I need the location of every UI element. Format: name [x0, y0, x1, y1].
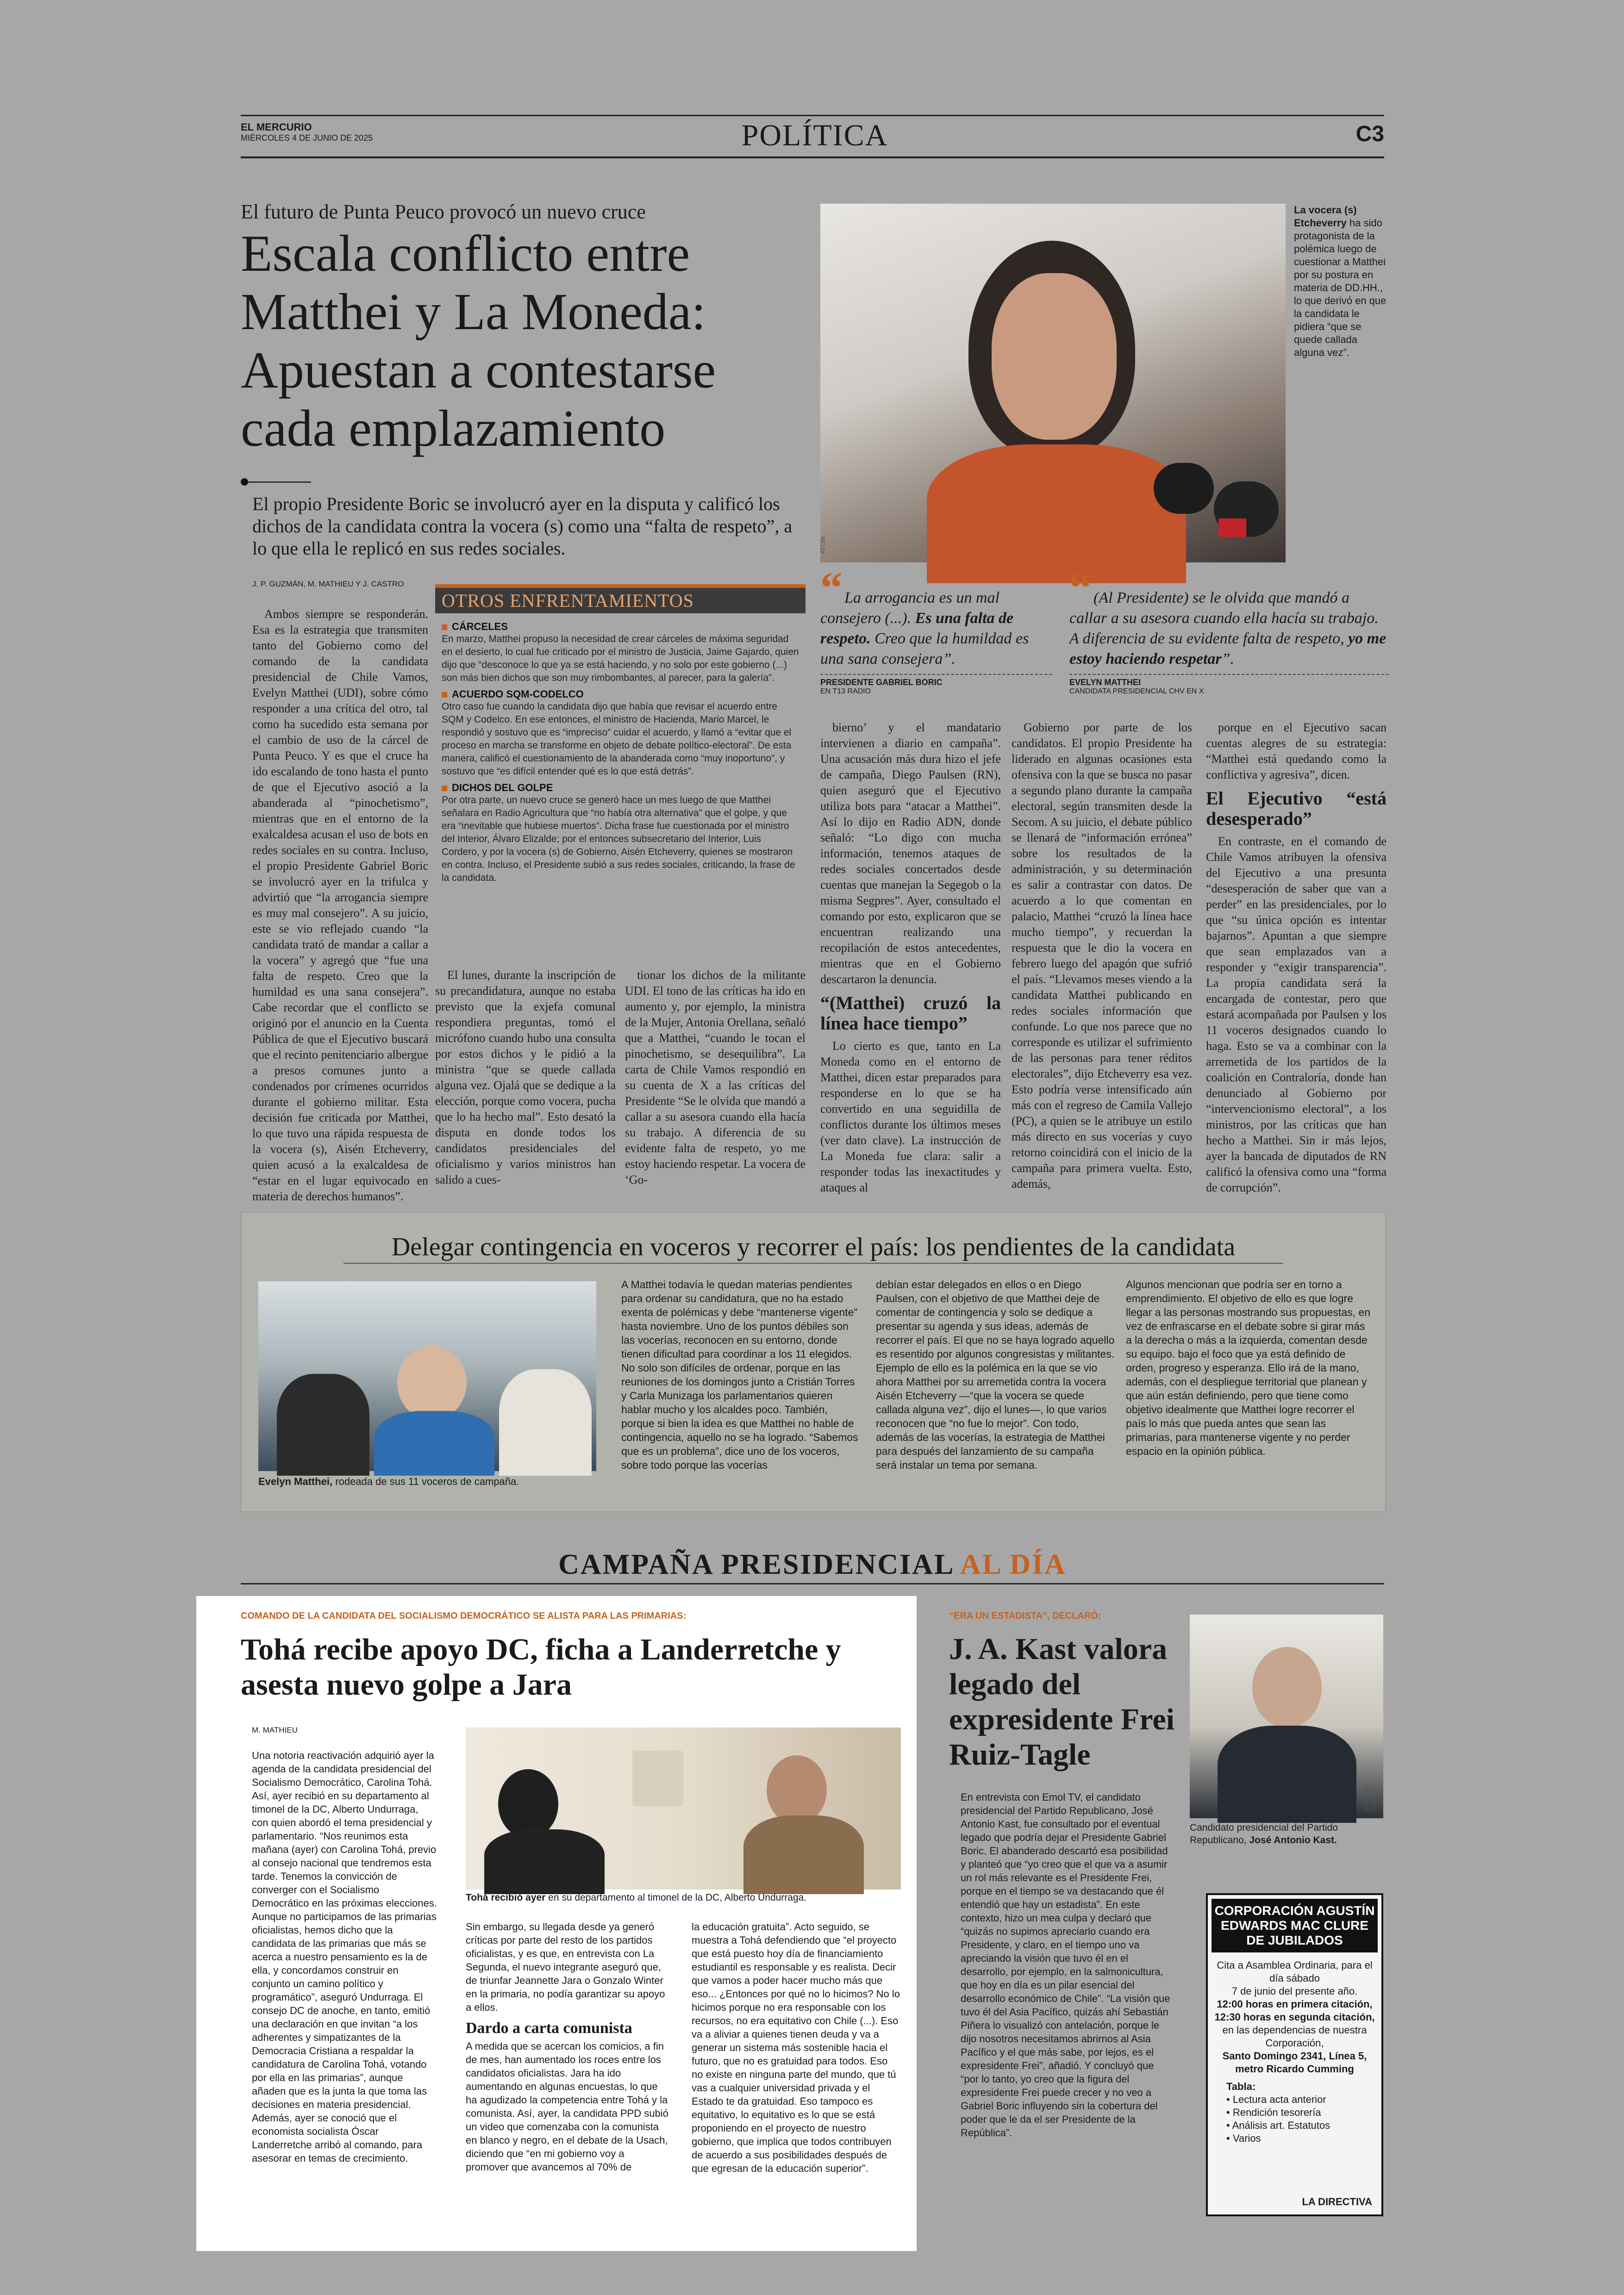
quote-author: EVELYN MATTHEI: [1069, 678, 1141, 687]
ad-agenda-item: • Análisis art. Estatutos: [1226, 2120, 1330, 2131]
ad-line: Santo Domingo 2341, Línea 5, metro Ricardo Cumming: [1222, 2050, 1367, 2075]
article-col-1: [252, 606, 428, 1206]
ad-agenda-item: • Lectura acta anterior: [1226, 2094, 1326, 2105]
person-shape: [484, 1829, 605, 1894]
toha-kicker: COMANDO DE LA CANDIDATA DEL SOCIALISMO DEMOCRÁTICO SE ALISTA PARA LAS PRIMARIAS:: [241, 1611, 687, 1621]
pending-caption: [258, 1476, 519, 1488]
article-text: Lo cierto es que, tanto en La Moneda como en el entorno de Matthei, dicen estar preparados para responderse en lo que se ha convertido en una seguidilla de conflictos durante los últimos meses (ver dato clave). La instrucción de La Moneda fue clara: salir a responder todas las inexactitudes y ataques al: [820, 1039, 1001, 1194]
article-col-6: [1206, 720, 1387, 1197]
quote-mark-icon: “: [1069, 563, 1092, 612]
campaign-title: [241, 1548, 1384, 1581]
toha-headline: Tohá recibe apoyo DC, ficha a Landerretche y asesta nuevo golpe a Jara: [241, 1633, 841, 1702]
ad-line: 7 de junio del presente año.: [1231, 1985, 1358, 1997]
matthei-group-photo: [258, 1281, 596, 1471]
toha-text: Sin embargo, su llegada desde ya generó críticas por parte del resto de los partidos oficialistas, y es que, en entrevista con La Segunda, el nuevo integrante aseguró que, de triunfar Jeannette Jara o Gonzalo Winter en la primaria, no podía garantizar su apoyo a ellos.: [466, 1921, 665, 2013]
quote-text-post: Creo que la humildad es una sana consejera”.: [820, 630, 1029, 667]
photo-credit: ATON: [818, 536, 826, 554]
campaign-rule: [241, 1583, 1384, 1584]
microphone-icon: [1154, 463, 1214, 514]
article-text: El lunes, durante la inscripción de su precandidatura, aunque no estaba previsto que la exjefa comunal respondiera preguntas, tomó el micrófono cuando hubo una consulta por estos dichos y le pidió a la ministra “que se quede callada alguna vez. Ojalá que se dedique a la elección, porque como vocera, pucha que lo ha hecho mal”. Esto desató la disputa en donde todos los candidatos presidenciales del oficialismo y varios ministros han salido a cues-: [435, 968, 616, 1186]
quote-attribution: [1069, 674, 1389, 696]
kast-photo: [1190, 1615, 1383, 1818]
article-deck: El propio Presidente Boric se involucró ayer en la disputa y calificó los dichos de la candidata contra la vocera (s) como una “falta de respeto”, a lo que ella le replicó en sus redes sociales.: [252, 493, 793, 559]
toha-text: A medida que se acercan los comicios, a fin de mes, han aumentado los roces entre los candidatos oficialistas. Jara ha ido aumentando en algunas encuestas, lo que ha agudizado la competencia entre Tohá y la comunista. Así, ayer, la candidata PPD subió un video que comenzaba con la comunista en blanco y negro, en el debate de la Usach, diciendo que “en mi gobierno voy a promover que avancemos al 70% de: [466, 2040, 668, 2173]
deck-dot: [241, 478, 248, 486]
pending-col-2: debían estar delegados en ellos o en Diego Paulsen, con el objetivo de que Matthei deje de comentar de contingencia y solo se dedique a presentar su agenda y sus ideas, además de recorrer el país. El que no se haya logrado aquello es resentido por algunos congresistas y militantes. Ejemplo de ello es la polémica en la que se vio ahora Matthei por su arremetida contra la vocera Aisén Etcheverry —“que la vocera se quede callada alguna vez”, dijo el lunes—, lo que varios reconocen que “no fue lo mejor”. Con todo, además de las vocerías, la estrategia de Matthei para después del lanzamiento de su campaña será instalar un tema por semana.: [876, 1278, 1115, 1471]
kast-photo-credit: CLAUDIO CORTÉS: [1363, 1784, 1377, 1811]
kast-caption-text: Candidato presidencial del Partido Republicano,: [1190, 1822, 1338, 1846]
quote-author: PRESIDENTE GABRIEL BORIC: [820, 678, 943, 687]
ad-agenda-item-text: Lectura acta anterior: [1232, 2094, 1326, 2105]
sidebar-box: [435, 584, 806, 945]
face-shape: [992, 273, 1117, 440]
ad-body: [1208, 1956, 1381, 2078]
toha-undurraga-photo: [466, 1727, 901, 1890]
toha-caption-bold: Tohá recibió ayer: [466, 1892, 546, 1903]
quote-mark-icon: “: [820, 563, 843, 612]
photo-caption-text: ha sido protagonista de la polémica luego de cuestionar a Matthei por su postura en materia de DD.HH., lo que derivó en que la candidata le pidiera “que se quede callada alguna vez”.: [1294, 217, 1387, 358]
ad-agenda-title: Tabla:: [1226, 2081, 1256, 2092]
article-col-3: [625, 967, 806, 1190]
box-item-body: En marzo, Matthei propuso la necesidad de crear cárceles de máxima seguridad en el desierto, lo cual fue criticado por el ministro de Justicia, Jaime Gajardo, quien dijo que “desconoce lo que ya se está haciendo, y no solo por este gobierno (...) son más bien dichos que son muy rimbombantes, al parecer, para la galería”.: [442, 634, 799, 683]
person-shape: [767, 1755, 827, 1825]
article-kicker: El futuro de Punta Peuco provocó un nuevo cruce: [241, 200, 646, 223]
ad-agenda-item-text: Análisis art. Estatutos: [1232, 2120, 1330, 2131]
deck-rule: [242, 481, 311, 483]
ad-agenda-item: • Rendición tesorería: [1226, 2107, 1321, 2118]
toha-col-1: Una notoria reactivación adquirió ayer la agenda de la candidata presidencial del Socialismo Democrático, Carolina Tohá. Así, ayer recibió en su departamento al timonel de la DC, Alberto Undurraga, con quien abordó el tema presidencial y parlamentario. “Nos reunimos esta mañana (ayer) con Carolina Tohá, previo al consejo nacional que tendremos esta tarde. Tenemos la convicción de converger con el Socialismo Democrático en las próximas elecciones. Aunque no participamos de las primarias oficialistas, hemos dicho que la candidata de las primarias que más se acerca a nuestro pensamiento es la de ella, y concordamos construir en conjunto un camino político y programático”, aseguró Undurraga. El consejo DC de anoche, en tanto, emitió una declaración en que invitan “a los adherentes y simpatizantes de la Democracia Cristiana a respaldar la candidatura de Carolina Tohá, votando por ella en las primarias”, aunque añaden que es la junta la que toma las decisiones en materia presidencial. Además, ayer se conoció que el economista socialista Óscar Landerretche arribó al comando, para asesorar en temas de crecimiento.: [252, 1750, 437, 2164]
person-shape: [277, 1374, 369, 1476]
ad-agenda: [1208, 2078, 1381, 2147]
header-top-rule: [241, 115, 1384, 116]
person-shape: [498, 1769, 558, 1839]
quote-matthei: [1069, 563, 1389, 696]
photo-caption-title: La vocera (s) Etcheverry: [1294, 204, 1357, 229]
article-col-5: [1012, 720, 1192, 1194]
pending-box: [241, 1212, 1386, 1512]
box-item-title: ACUERDO SQM-CODELCO: [442, 688, 799, 700]
vocera-photo: [820, 204, 1286, 562]
subheading: El Ejecutivo “está desesperado”: [1206, 788, 1387, 829]
article-text: Ambos siempre se responderán. Esa es la estrategia que transmiten tanto del Gobierno como del comando de la candidata presidencial de Chile Vamos, Evelyn Matthei (UDI), sobre cómo responder a una crítica del otro, tal como ha sucedido esta semana por el cambio de uso de la cárcel de Punta Peuco. Y es que el cruce ha ido escalando de tono hasta el punto de que el Ejecutivo asoció a la abanderada al “pinochetismo”, mientras que en el entorno de la exalcaldesa acusan el uso de bots en redes sociales en su contra. Incluso, el propio Presidente Gabriel Boric se involucró ayer en la trifulca y advirtió que “la arrogancia siempre es muy mal consejero”. A su juicio, este se vio reflejado cuando “la candidata trató de mandar a callar a la vocera” y agregó que “fue una falta de respeto. Creo que la humildad es una sana consejera”. Cabe recordar que el conflicto se originó por el anuncio en la Cuenta Pública de que el Ejecutivo buscará que el recinto penitenciario albergue a presos comunes junto a condenados por crímenes ocurridos durante el gobierno militar. Esta decisión fue criticada por Matthei, lo que tuvo una rápida respuesta de la vocera (s), Aisén Etcheverry, quien acusó a la exalcaldesa de “estar en el lugar equivocado en materia de derechos humanos”.: [252, 607, 428, 1203]
kast-caption-bold: José Antonio Kast.: [1249, 1835, 1337, 1846]
ad-line: Cita a Asamblea Ordinaria, para el día sábado: [1217, 1959, 1373, 1984]
quote-text-post: ”.: [1221, 650, 1235, 667]
jacket-shape: [374, 1411, 494, 1476]
lamp-shape: [632, 1751, 683, 1806]
pending-col-1: A Matthei todavía le quedan materias pendientes para ordenar su candidatura, que no ha estado exenta de polémicas y debe “mantenerse vigente” hasta noviembre. Uno de los puntos débiles son las vocerías, reconocen en su entorno, donde tienen dificultad para coordinar a los 11 elegidos. No solo son difíciles de ordenar, porque en las reuniones de los domingos junto a Cristián Torres y Carla Munizaga los parlamentarios quieren hablar mucho y los alcaldes poco. También, porque si bien la idea es que Matthei no hable de contingencia, aquello no se ha logrado. “Sabemos que es un problema”, dice uno de los voceros, sobre todo porque las vocerías: [621, 1278, 858, 1471]
toha-byline: M. MATHIEU: [252, 1726, 298, 1734]
article-headline: Escala conflicto entre Matthei y La Moneda: Apuestan a contestarse cada emplazamiento: [241, 225, 716, 457]
toha-photo-caption: [466, 1892, 806, 1903]
corporacion-ad: [1206, 1893, 1383, 2216]
quote-boric: [820, 563, 1052, 696]
pending-caption-text: rodeada de sus 11 voceros de campaña.: [332, 1476, 519, 1487]
box-title: OTROS ENFRENTAMIENTOS: [435, 588, 806, 613]
paper-name: EL MERCURIO: [241, 121, 312, 133]
box-accent-bar: [435, 584, 806, 588]
kast-kicker: “ERA UN ESTADISTA”, DECLARÓ:: [949, 1611, 1101, 1621]
section-title: POLÍTICA: [741, 118, 888, 152]
ad-line: en las dependencias de nuestra Corporación,: [1222, 2024, 1367, 2049]
article-text: porque en el Ejecutivo sacan cuentas alegres de su estrategia: “Matthei está quedando como la conflictiva y agresiva”, dicen.: [1206, 721, 1387, 781]
ad-line: 12:30 horas en segunda citación,: [1214, 2011, 1375, 2023]
toha-subheading: Dardo a carta comunista: [466, 2020, 632, 2037]
kast-caption: [1190, 1821, 1383, 1846]
quote-text-bold: yo me estoy haciendo respetar: [1069, 630, 1387, 667]
pending-caption-name: Evelyn Matthei,: [258, 1476, 333, 1487]
article-text: bierno’ y el mandatario intervienen a diario en campaña”. Una acusación más dura hizo el jefe de campaña, Diego Paulsen (RN), quien aseguró que el Ejecutivo utiliza bots para “atacar a Matthei”. Así lo dijo en Radio ADN, donde señaló: “Lo digo con mucha información, tenemos ataques de redes sociales concertados desde cuentas que manejan la Segegob o la misma Segpres”. Ayer, consultado el comando por esto, explicaron que se encuentran realizando una recopilación de estos antecedentes, mientras que en el Gobierno descartaron la denuncia.: [820, 721, 1001, 986]
ad-agenda-item: • Varios: [1226, 2133, 1261, 2144]
quote-text-bold: Es una falta de respeto.: [820, 610, 1014, 647]
pending-title: Delegar contingencia en voceros y recorrer el país: los pendientes de la candidata: [391, 1233, 1236, 1261]
quote-text: [1069, 589, 1386, 667]
article-col-2: [435, 967, 616, 1190]
article-text: Gobierno por parte de los candidatos. El propio Presidente ha liderado en algunas ocasiones esta ofensiva con la que se busca no pasar a segundo plano durante la campaña electoral, según transmiten desde la Secom. A su juicio, el debate público se llenará de “información errónea” sobre los resultados de la administración, y su determinación es salir a contrastar con datos. De acuerdo a lo que comentan en palacio, Matthei “cruzó la línea hace mucho tiempo”, y recuerdan la respuesta que le dio la vocera en febrero luego del apagón que sufrió el país. “Llevamos meses viendo a la candidata Matthei publicando en redes sociales información que confunde. Lo que nos parece que no corresponde es utilizar el sufrimiento de las personas para tener réditos electorales”, dijo Etcheverry esa vez. Esto podría verse intensificado aún más con el regreso de Camila Vallejo (PC), a quien se le atribuye un estilo más directo en sus vocerías y cuyo retorno coincidirá con el inicio de la campaña para primera vuelta. Esto, además,: [1012, 721, 1192, 1191]
box-items: [435, 613, 806, 888]
campaign-title-b: AL DÍA: [960, 1549, 1067, 1580]
ad-title: CORPORACIÓN AGUSTÍN EDWARDS MAC CLURE DE JUBILADOS: [1212, 1899, 1378, 1952]
scarf-shape: [927, 444, 1186, 583]
toha-article: [196, 1596, 917, 2251]
pending-col-3: Algunos mencionan que podría ser en torno a emprendimiento. El objetivo de ello es que logre llegar a las personas mostrando sus propuestas, en vez de enfrascarse en el debate sobre si girar más a la derecha o más a la izquierda, comentan desde su equipo. bajo el foco que ya está definido de orden, progreso y esperanza. Ello irá de la mano, además, con el despliegue territorial que planean y que aún están definiendo, pero que tiene como objetivo idealmente que Matthei logre recorrer el país lo más que pueda antes que sean las primarias, para mantenerse vigente y no perder espacio en la opinión pública.: [1126, 1278, 1371, 1457]
ad-agenda-item-text: Rendición tesorería: [1232, 2107, 1321, 2118]
kast-body: En entrevista con Emol TV, el candidato presidencial del Partido Republicano, José Antonio Kast, fue consultado por el eventual legado que podría dejar el Presidente Gabriel Boric. El abanderado descartó esa posibilidad y planteó que “yo creo que el que va a asumir un rol más relevante es el Presidente Frei, porque en el tiempo se va destacando que él entendió que hay un estadista”. En este contexto, hizo un mea culpa y declaró que “quizás no supimos apreciarlo cuando era Presidente, y claro, en el tiempo uno va apreciando la visión que tuvo él en el desarrollo, por ejemplo, en la salmonicultura, que hoy en día es un pilar esencial del desarrollo económico de Chile”. “La visión que tuvo él del Asia Pacífico, quizás ahí Sebastián Piñera lo visualizó con antelación, porque le dijo nosotros necesitamos abrirnos al Asia Pacífico y el que más sabe, por lejos, es el expresidente Frei”, añadió. Y concluyó que “por lo tanto, yo creo que la figura del expresidente Frei puede crecer y no veo a Gabriel Boric influyendo sin la cobertura del poder que le da el ser Presidente de la República”.: [961, 1791, 1170, 2139]
quote-text-pre: (Al Presidente) se le olvida que mandó a callar a su asesora cuando ella hacía su trabajo. A diferencia de su evidente falta de respeto,: [1069, 589, 1379, 647]
toha-col-3: la educación gratuita”. Acto seguido, se muestra a Tohá defendiendo que “el proyecto que está puesto hoy día de financiamiento estudiantil es responsable y es realista. Decir que vamos a poder hacer mucho más que eso... ¿Entonces por qué no lo hicimos? No lo hicimos porque no era responsable con los recursos, no era equitativo con Chile (...). Eso va a aliviar a quienes tienen deuda y va a generar un sistema más sostenible hacia el futuro, que no es gratuidad para todos. Eso no existe en ninguna parte del mundo, que tú vas a cualquier universidad privada y el Estado te da gratuidad. Eso tampoco es equitativo, lo equitativo es lo que se está proponiendo en el proyecto de nuestro gobierno, que implica que todos contribuyen de acuerdo a sus posibilidades después de que egresan de la educación superior”.: [692, 1921, 900, 2174]
article-col-4: [820, 720, 1001, 1197]
quote-text-pre: La arrogancia es un mal consejero (...).: [820, 589, 999, 627]
article-text: En contraste, en el comando de Chile Vamos atribuyen la ofensiva del Ejecutivo a una presunta “desesperación de saber que van a perder” en las presidenciales, por lo que “su única opción es intentar bajarnos”. Apuntan a que siempre que sean emplazados van a responder y “exigir transparencia”. La propia candidata será la encargada de contestar, pero que estará acompañada por Paulsen y los 11 voceros designados cuando lo haga. Esto se va a combinar con la arremetida de los partidos de la coalición en Contraloría, donde han denunciado al Gobierno por “intervencionismo electoral”, a los ministros, por las críticas que han hecho a Matthei. Sin ir más lejos, ayer la bancada de diputados de RN calificó la ofensiva como una “forma de corrupción”.: [1206, 835, 1387, 1194]
issue-date: MIÉRCOLES 4 DE JUNIO DE 2025: [241, 133, 373, 143]
subheading: “(Matthei) cruzó la línea hace tiempo”: [820, 992, 1001, 1034]
face-shape: [1252, 1647, 1322, 1728]
box-item-title: DICHOS DEL GOLPE: [442, 782, 799, 794]
box-item-body: Otro caso fue cuando la candidata dijo que había que revisar el acuerdo entre SQM y Codelco. En ese entonces, el ministro de Hacienda, Mario Marcel, le respondió y sostuvo que es “impreciso” cuidar el acuerdo, y llamó a “evitar que el proceso en marcha se transforme en objeto de debate político-electoral”. De esta manera, calificó el cuestionamiento de la abanderada como “muy inoportuno”, y sostuvo que “es difícil entender qué es lo que está detrás”.: [442, 701, 792, 777]
article-text: tionar los dichos de la militante UDI. El tono de las críticas ha ido en aumento y, por ejemplo, la ministra de la Mujer, Antonia Orellana, señaló que a Matthei, “cuando le tocan el pinochetismo, se desequilibra”. La carta de Chile Vamos respondió en su cuenta de X a las críticas del Presidente “Se le olvida que mandó a callar a su asesora cuando ella hacía su trabajo. A diferencia de su evidente falta de respeto, yo me estoy haciendo respetar. La vocera de ‘Go-: [625, 968, 806, 1186]
campaign-title-a: CAMPAÑA PRESIDENCIAL: [558, 1549, 961, 1580]
ad-signature: LA DIRECTIVA: [1302, 2196, 1372, 2208]
toha-caption-text: en su departamento al timonel de la DC, Alberto Undurraga.: [545, 1892, 807, 1903]
pending-title-rule: [344, 1263, 1283, 1264]
box-item-body: Por otra parte, un nuevo cruce se generó hace un mes luego de que Matthei señalara en Radio Agricultura que “no había otra alternativa” que el golpe, y que era “inevitable que hubiese muertos”. Dicha frase fue cuestionada por el ministro del Interior, Álvaro Elizalde; por el entonces subsecretario del Interior, Luis Cordero, y por la vocera (s) de Gobierno, Aisén Etcheverry, quienes se mostraron en contra. Incluso, el Presidente subió a sus redes sociales, criticando, la frase de la candidata.: [442, 795, 795, 883]
person-shape: [743, 1815, 864, 1894]
face-shape: [397, 1346, 467, 1420]
box-item-title: CÁRCELES: [442, 621, 799, 633]
photo-caption: [1294, 204, 1387, 359]
microphone-logo-icon: [1218, 518, 1246, 537]
header-bottom-rule: [241, 156, 1384, 158]
quote-source: CANDIDATA PRESIDENCIAL CHV EN X: [1069, 687, 1204, 695]
quote-attribution: [820, 674, 1052, 696]
ad-agenda-item-text: Varios: [1232, 2133, 1261, 2144]
article-byline: J. P. GUZMÁN, M. MATHIEU Y J. CASTRO: [252, 580, 404, 588]
toha-col-2: [466, 1920, 669, 2174]
suit-shape: [1218, 1726, 1356, 1823]
quote-source: EN T13 RADIO: [820, 687, 871, 695]
quote-text: [820, 589, 1029, 667]
ad-line: 12:00 horas en primera citación,: [1217, 1998, 1373, 2010]
kast-headline: J. A. Kast valora legado del expresidente Frei Ruiz-Tagle: [949, 1632, 1174, 1771]
page-number: C3: [1355, 122, 1384, 146]
person-shape: [499, 1369, 592, 1476]
